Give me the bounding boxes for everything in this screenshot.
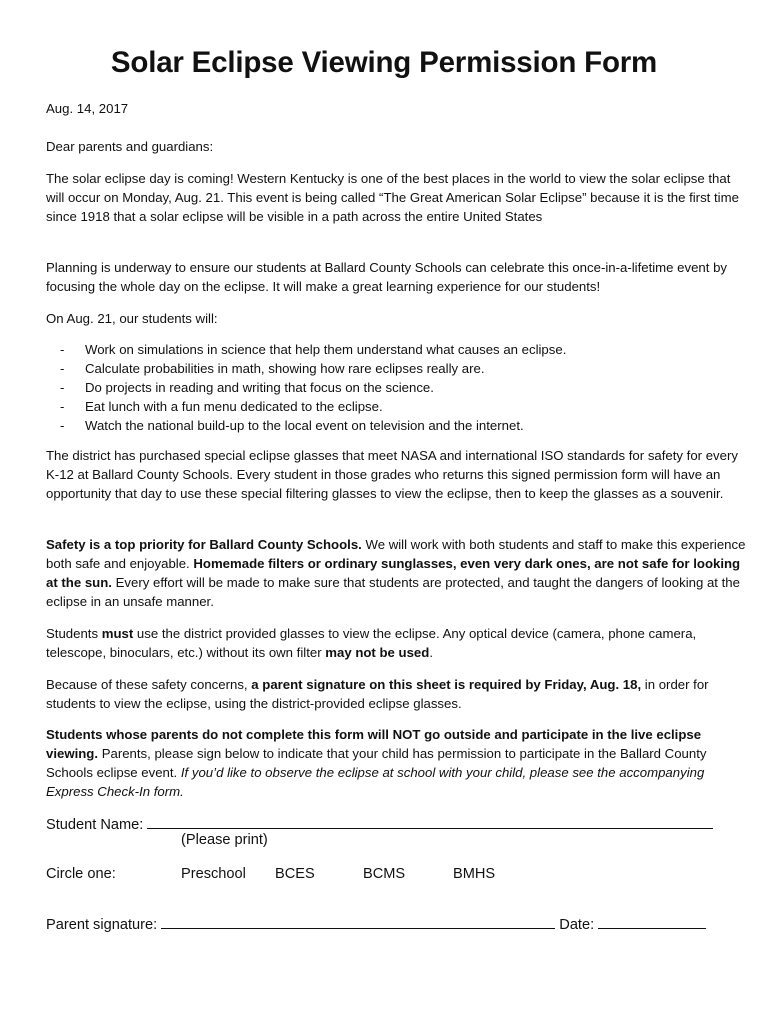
paragraph-glasses-required <box>46 624 746 662</box>
list-item-text: Calculate probabilities in math, showing how rare eclipses really are. <box>85 361 485 376</box>
list-marker: - <box>60 342 65 357</box>
concerns-text: Because of these safety concerns, <box>46 677 252 692</box>
check-in-note: If you’d like to observe the eclipse at school with your child, please see the accompanying Express Check-In form. <box>46 765 705 799</box>
deadline-emphasis: a parent signature on this sheet is required by Friday, Aug. 18, <box>251 677 642 692</box>
greeting: Dear parents and guardians: <box>46 139 214 154</box>
student-name-label: Student Name: <box>46 817 144 833</box>
paragraph-activities-intro: On Aug. 21, our students will: <box>46 311 218 326</box>
option-bces[interactable]: BCES <box>275 866 315 882</box>
parent-signature-row <box>46 914 706 935</box>
list-item <box>46 416 566 435</box>
list-item <box>46 340 566 359</box>
participation-warning: Students whose parents do not complete this form will NOT go outside and participate in the live eclipse viewing. <box>46 727 702 761</box>
safety-text: We will work with both students and staff to make this experience both safe and enjoyable. <box>46 537 746 571</box>
parent-signature-label: Parent signature: <box>46 917 158 933</box>
required-text-mid: use the district provided glasses to view the eclipse. Any optical device (camera, phone camera, telescope, binoculars, etc.) without its own filter <box>46 626 697 660</box>
safety-text-end: Every effort will be made to make sure that students are protected, and taught the dangers of looking at the eclipse in an unsafe manner. <box>46 575 740 609</box>
option-bmhs[interactable]: BMHS <box>453 866 496 882</box>
paragraph-planning: Planning is underway to ensure our students at Ballard County Schools can celebrate this once-in-a-lifetime event by focusing the whole day on the eclipse. It will make a great learning experience for our students! <box>46 260 727 294</box>
list-marker: - <box>60 380 65 395</box>
concerns-text-end: in order for students to view the eclipse, using the district-provided eclipse glasses. <box>46 677 709 711</box>
please-print-note: (Please print) <box>181 832 268 848</box>
paragraph-safety <box>46 535 746 611</box>
list-marker: - <box>60 418 65 433</box>
paragraph-glasses: The district has purchased special eclipse glasses that meet NASA and international ISO standards for safety for every K-12 at Ballard County Schools. Every student in those grades who returns this signed permission form will have an opportunity that day to use these special filtering glasses to view the eclipse, then to keep the glasses as a souvenir. <box>46 448 738 501</box>
paragraph-signature-required <box>46 675 746 713</box>
letter-date: Aug. 14, 2017 <box>46 101 129 116</box>
list-marker: - <box>60 361 65 376</box>
paragraph-intro: The solar eclipse day is coming! Western Kentucky is one of the best places in the world to view the solar eclipse that will occur on Monday, Aug. 21. This event is being called “The Great American Solar Eclipse” because it is the first time since 1918 that a solar eclipse will be visible in a path across the entire United States <box>46 171 739 224</box>
list-item <box>46 397 566 416</box>
required-text: Students <box>46 626 102 641</box>
date-field[interactable] <box>598 914 706 929</box>
sunglasses-warning: Homemade filters or ordinary sunglasses, even very dark ones, are not safe for looking at the sun. <box>46 556 741 590</box>
parent-signature-field[interactable] <box>161 914 555 929</box>
activities-list <box>46 340 566 435</box>
circle-one-label: Circle one: <box>46 866 116 882</box>
list-item <box>46 378 566 397</box>
document-title: Solar Eclipse Viewing Permission Form <box>110 46 658 79</box>
list-item-text: Eat lunch with a fun menu dedicated to the eclipse. <box>85 399 383 414</box>
option-bcms[interactable]: BCMS <box>363 866 406 882</box>
list-marker: - <box>60 399 65 414</box>
must-emphasis: must <box>101 626 134 641</box>
list-item-text: Work on simulations in science that help them understand what causes an eclipse. <box>85 342 567 357</box>
list-item-text: Do projects in reading and writing that focus on the science. <box>85 380 434 395</box>
required-text-end: . <box>429 645 433 660</box>
student-name-row <box>46 814 713 835</box>
not-used-emphasis: may not be used <box>325 645 430 660</box>
list-item <box>46 359 566 378</box>
paragraph-participation <box>46 725 746 801</box>
list-item-text: Watch the national build-up to the local event on television and the internet. <box>85 418 524 433</box>
student-name-field[interactable] <box>147 814 713 829</box>
participation-text: Parents, please sign below to indicate that your child has permission to participate in the Ballard County Schools eclipse event. <box>46 746 707 780</box>
option-preschool[interactable]: Preschool <box>181 866 246 882</box>
date-label: Date: <box>559 917 595 933</box>
safety-emphasis: Safety is a top priority for Ballard County Schools. <box>46 537 362 552</box>
